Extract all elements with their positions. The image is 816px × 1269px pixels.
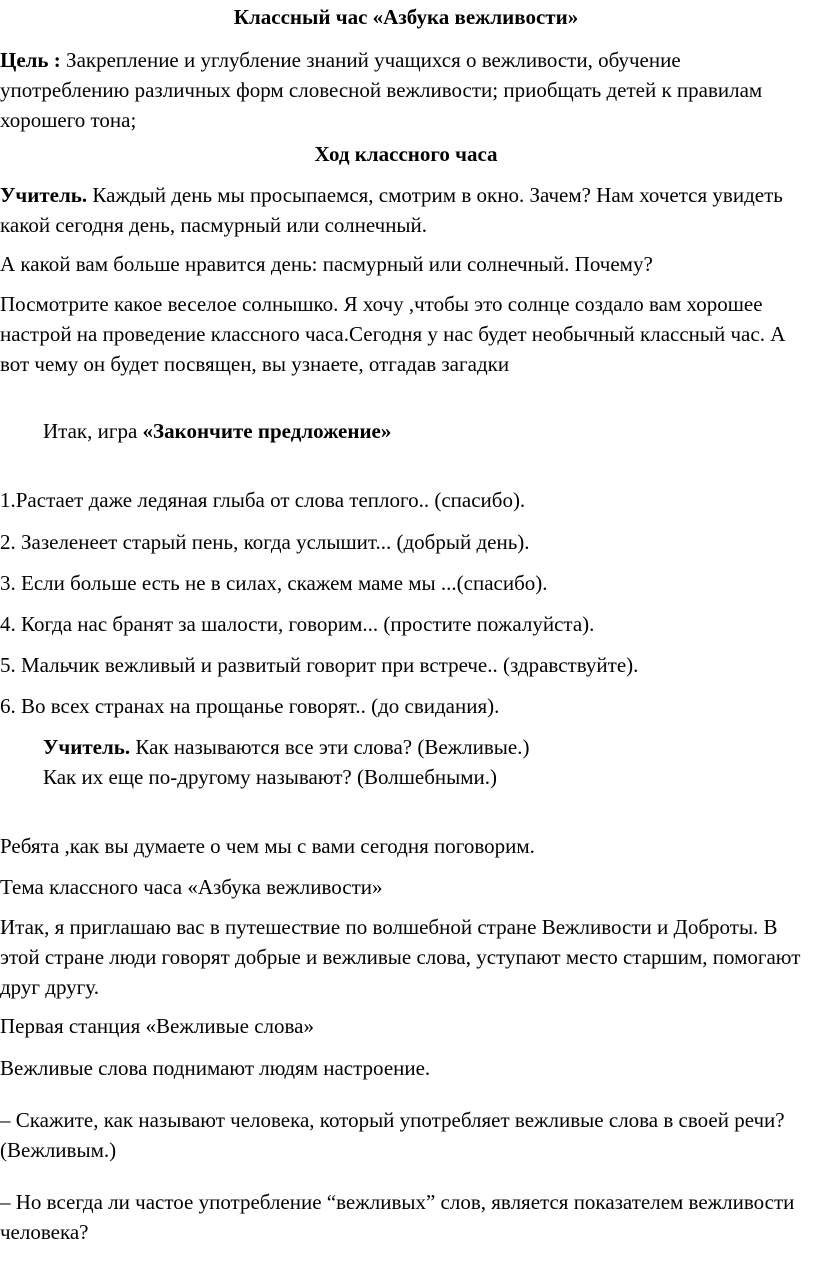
game-line — [43, 416, 813, 446]
intro-paragraph-2: А какой вам больше нравится день: пасмурный или солнечный. Почему? — [0, 252, 653, 276]
station-heading: Первая станция «Вежливые слова» — [0, 1014, 314, 1038]
riddle-item: 2. Зазеленеет старый пень, когда услышит... (добрый день). — [0, 530, 530, 554]
game-name: «Закончите предложение» — [142, 419, 392, 443]
riddle-item: 4. Когда нас бранят за шалости, говорим... (простите пожалуйста). — [0, 612, 595, 636]
station-paragraph: Вежливые слова поднимают людям настроение. — [0, 1056, 431, 1080]
riddle-item: 6. Во всех странах на прощанье говорят.. (до свидания). — [0, 694, 500, 718]
topic-paragraph: Тема классного часа «Азбука вежливости» — [0, 875, 383, 899]
teacher-label: Учитель. — [43, 735, 131, 759]
journey-paragraph: Итак, я приглашаю вас в путешествие по волшебной стране Вежливости и Доброты. В этой стране люди говорят добрые и вежливые слова, уступают место старшим, помогают друг другу. — [0, 915, 801, 999]
riddle-item: 3. Если больше есть не в силах, скажем маме мы ...(спасибо). — [0, 571, 548, 595]
question-paragraph-1: – Скажите, как называют человека, который употребляет вежливые слова в своей речи? (Вежливым.) — [0, 1108, 785, 1162]
riddle-item: 1.Растает даже ледяная глыба от слова теплого.. (спасибо). — [0, 488, 526, 512]
question-paragraph-2: – Но всегда ли частое употребление “вежливых” слов, является показателем вежливости человека? — [0, 1190, 795, 1244]
closing-paragraph-1: Ребята ,как вы думаете о чем мы с вами сегодня поговорим. — [0, 834, 535, 858]
section-heading: Ход классного часа — [314, 142, 498, 166]
teacher-question-line-2: Как их еще по-другому называют? (Волшебными.) — [43, 765, 498, 789]
goal-label: Цель : — [0, 48, 61, 72]
teacher-label: Учитель. — [0, 183, 88, 207]
game-prefix: Итак, игра — [43, 419, 143, 443]
page-title: Классный час «Азбука вежливости» — [233, 5, 579, 29]
intro-text-1: Каждый день мы просыпаемся, смотрим в окно. Зачем? Нам хочется увидеть какой сегодня день, пасмурный или солнечный. — [0, 183, 783, 237]
teacher-question-line-1 — [43, 732, 813, 762]
riddle-item: 5. Мальчик вежливый и развитый говорит при встрече.. (здравствуйте). — [0, 653, 639, 677]
goal-paragraph — [0, 45, 812, 135]
teacher-question-text: Как называются все эти слова? (Вежливые.) — [130, 735, 530, 759]
intro-paragraph-1 — [0, 180, 812, 240]
goal-text: Закрепление и углубление знаний учащихся о вежливости, обучение употреблению различных форм словесной вежливости; приобщать детей к правилам хорошего тона; — [0, 48, 763, 132]
intro-paragraph-3: Посмотрите какое веселое солнышко. Я хочу ,чтобы это солнце создало вам хорошее настрой на проведение классного часа.Сегодня у нас будет необычный классный час. А вот чему он будет посвящен, вы узнаете, отгадав загадки — [0, 292, 786, 376]
